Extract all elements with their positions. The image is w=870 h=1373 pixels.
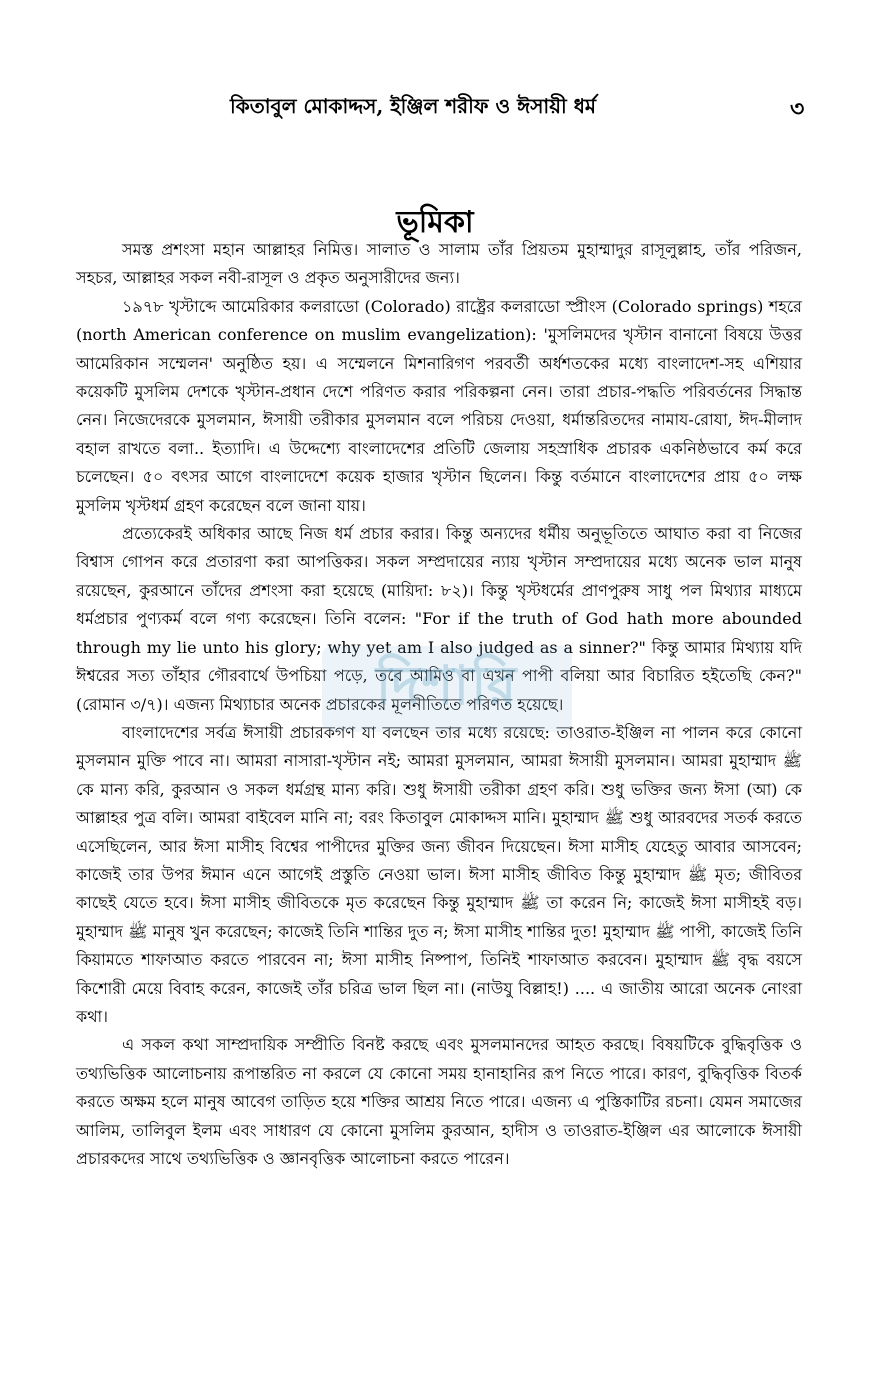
body-text bbox=[76, 236, 802, 1173]
paragraph: প্রত্যেকেরই অধিকার আছে নিজ ধর্ম প্রচার করার। কিন্তু অন্যদের ধর্মীয় অনুভূতিতে আঘাত করা বা নিজের বিশ্বাস গোপন করে প্রতারণা করা আপত্তিকর। সকল সম্প্রদায়ের ন্যায় খৃস্টান সম্প্রদায়ের মধ্যে অনেক ভাল মানুষ রয়েছেন, কুরআনে তাঁদের প্রশংসা করা হয়েছে (মায়িদা: ৮২)। কিন্তু খৃস্টধর্মের প্রাণপুরুষ সাধু পল মিথ্যার মাধ্যমে ধর্মপ্রচার পুণ্যকর্ম বলে গণ্য করেছেন। তিনি বলেন: "For if the truth of God hath more abounded through my lie unto his glory; why yet am I also judged as a sinner?" কিন্তু আমার মিথ্যায় যদি ঈশ্বরের সত্য তাঁহার গৌরবার্থে উপচিয়া পড়ে, তবে আমিও বা এখন পাপী বলিয়া আর বিচারিত হইতেছি কেন?" (রোমান ৩/৭)। এজন্য মিথ্যাচার অনেক প্রচারকের মূলনীতিতে পরিণত হয়েছে। bbox=[76, 524, 802, 714]
paragraph: সমস্ত প্রশংসা মহান আল্লাহর নিমিত্ত। সালাত ও সালাম তাঁর প্রিয়তম মুহাম্মাদুর রাসূলুল্লাহ, তাঁর পরিজন, সহচর, আল্লাহর সকল নবী-রাসূল ও প্রকৃত অনুসারীদের জন্য। bbox=[76, 240, 802, 288]
section-title: ভূমিকা bbox=[396, 205, 474, 240]
paragraph: এ সকল কথা সাম্প্রদায়িক সম্প্রীতি বিনষ্ট করছে এবং মুসলমানদের আহত করছে। বিষয়টিকে বুদ্ধিবৃত্তিক ও তথ্যভিত্তিক আলোচনায় রূপান্তরিত না করলে যে কোনো সময় হানাহানির রূপ নিতে পারে। কারণ, বুদ্ধিবৃত্তিক বিতর্ক করতে অক্ষম হলে মানুষ আবেগ তাড়িত হয়ে শক্তির আশ্রয় নিতে পারে। এজন্য এ পুস্তিকাটির রচনা। যেমন সমাজের আলিম, তালিবুল ইলম এবং সাধারণ যে কোনো মুসলিম কুরআন, হাদীস ও তাওরাত-ইঞ্জিল এর আলোকে ঈসায়ী প্রচারকদের সাথে তথ্যভিত্তিক ও জ্ঞানবৃত্তিক আলোচনা করতে পারেন। bbox=[76, 1035, 802, 1168]
paragraph: বাংলাদেশের সর্বত্র ঈসায়ী প্রচারকগণ যা বলছেন তার মধ্যে রয়েছে: তাওরাত-ইঞ্জিল না পালন করে কোনো মুসলমান মুক্তি পাবে না। আমরা নাসারা-খৃস্টান নই; আমরা মুসলমান, আমরা ঈসায়ী মুসলমান। আমরা মুহাম্মাদ ﷺ কে মান্য করি, কুরআন ও সকল ধর্মগ্রন্থ মান্য করি। শুধু ঈসায়ী তরীকা গ্রহণ করি। শুধু ভক্তির জন্য ঈসা (আ) কে আল্লাহর পুত্র বলি। আমরা বাইবেল মানি না; বরং কিতাবুল মোকাদ্দস মানি। মুহাম্মাদ ﷺ শুধু আরবদের সতর্ক করতে এসেছিলেন, আর ঈসা মাসীহ বিশ্বের পাপীদের মুক্তির জন্য জীবন দিয়েছেন। ঈসা মাসীহ যেহেতু আবার আসবেন; কাজেই তার উপর ঈমান এনে আগেই প্রস্তুতি নেওয়া ভাল। ঈসা মাসীহ জীবিত কিন্তু মুহাম্মাদ ﷺ মৃত; জীবিতর কাছেই যেতে হবে। ঈসা মাসীহ জীবিতকে মৃত করেছেন কিন্তু মুহাম্মাদ ﷺ তা করেন নি; কাজেই ঈসা মাসীহই বড়। মুহাম্মাদ ﷺ মানুষ খুন করেছেন; কাজেই তিনি শান্তির দুত ন; ঈসা মাসীহ শান্তির দুত! মুহাম্মাদ ﷺ পাপী, কাজেই তিনি কিয়ামতে শাফাআত করতে পারবেন না; ঈসা মাসীহ নিষ্পাপ, তিনিই শাফাআত করবেন। মুহাম্মাদ ﷺ বৃদ্ধ বয়সে কিশোরী মেয়ে বিবাহ করেন, কাজেই তাঁর চরিত্র ভাল ছিল না। (নাউযু বিল্লাহ!) .... এ জাতীয় আরো অনেক নোংরা কথা। bbox=[76, 722, 803, 1026]
running-header: কিতাবুল মোকাদ্দস, ইঞ্জিল শরীফ ও ঈসায়ী ধর্ম bbox=[230, 94, 597, 118]
paragraph: ১৯৭৮ খৃস্টাব্দে আমেরিকার কলরাডো (Colorado) রাষ্ট্রের কলরাডো স্প্রীংস (Colorado springs) শহরে (north American conference on muslim evangelization): 'মুসলিমদের খৃস্টান বানানো বিষয়ে উত্তর আমেরিকান সম্মেলন' অনুষ্ঠিত হয়। এ সম্মেলনে মিশনারিগণ পরবর্তী অর্ধশতকের মধ্যে বাংলাদেশ-সহ এশিয়ার কয়েকটি মুসলিম দেশকে খৃস্টান-প্রধান দেশে পরিণত করার পরিকল্পনা নেন। তারা প্রচার-পদ্ধতি পরিবর্তনের সিদ্ধান্ত নেন। নিজেদেরকে মুসলমান, ঈসায়ী তরীকার মুসলমান বলে পরিচয় দেওয়া, ধর্মান্তরিতদের নামায-রোযা, ঈদ-মীলাদ বহাল রাখতে বলা.. ইত্যাদি। এ উদ্দেশ্যে বাংলাদেশের প্রতিটি জেলায় সহস্রাধিক প্রচারক একনিষ্ঠভাবে কর্ম করে চলেছেন। ৫০ বৎসর আগে বাংলাদেশে কয়েক হাজার খৃস্টান ছিলেন। কিন্তু বর্তমানে বাংলাদেশের প্রায় ৫০ লক্ষ মুসলিম খৃস্টধর্ম গ্রহণ করেছেন বলে জানা যায়। bbox=[76, 296, 802, 515]
page-number: ৩ bbox=[790, 96, 805, 122]
watermark-logo: দিশারি bbox=[322, 646, 572, 732]
